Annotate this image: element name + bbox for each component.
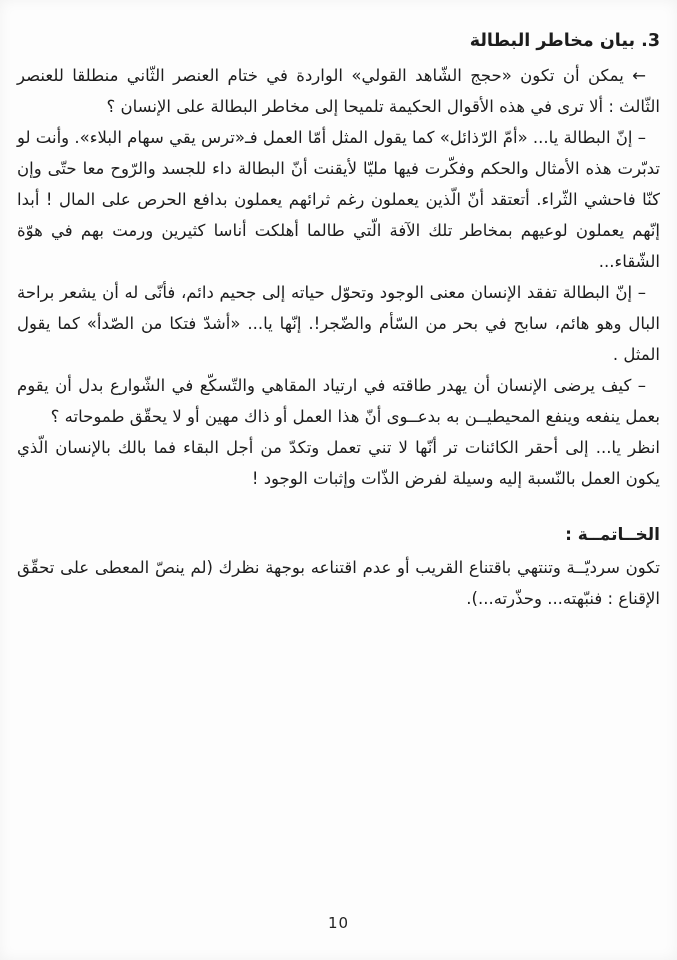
paragraph-wasting-energy: – كيف يرضى الإنسان أن يهدر طاقته في ارتياد المقاهي والتّسكّع في الشّوارع بدل أن يقوم بعمل ينفعه وينفع المحيطيــن به بدعــوى أنّ هذا العمل أو ذاك مهين أو لا يحقّق طموحاته ؟ — [17, 376, 660, 426]
conclusion-heading: الخــاتمــة : — [565, 525, 660, 545]
section-title: 3. بيان مخاطر البطالة — [469, 31, 660, 51]
paragraph-proverbs: – إنّ البطالة يا... «أمّ الرّذائل» كما يقول المثل أمّا العمل فـ«ترس يقي سهام البلاء». وأنت لو تدبّرت هذه الأمثال والحكم وفكّرت فيها مليّا لأيقنت أنّ البطالة داء للجسد والرّوح معا حتّى وإن كنّا فاحشي الثّراء. أتعتقد أنّ الّذين يعملون رغم ثرائهم يعملون بدافع الحرص على المال ! أبدا إنّهم يعملون لوعيهم بمخاطر تلك الآفة الّتي طالما أهلكت أناسا كثيرين ورمت بهم في هوّة الشّقاء... — [17, 128, 660, 271]
paragraph-intro: ← يمكن أن تكون «حجج الشّاهد القولي» الواردة في ختام العنصر الثّاني منطلقا للعنصر الثّالث : ألا ترى في هذه الأقوال الحكيمة تلميحا إلى مخاطر البطالة على الإنسان ؟ — [17, 66, 660, 116]
conclusion-paragraph: تكون سرديّــة وتنتهي باقتناع القريب أو عدم اقتناعه بوجهة نظرك (لم ينصّ المعطى على تحقّق الإقناع : فنبّهته... وحذّرته...). — [17, 558, 660, 608]
page-number: 10 — [327, 914, 350, 932]
paragraph-existence: – إنّ البطالة تفقد الإنسان معنى الوجود وتحوّل حياته إلى جحيم دائم، فأنّى له أن يشعر براحة البال وهو هائم، سابح في بحر من السّأم والضّجر!. إنّها يا... «أشدّ فتكا من الصّدأ» كما يقول المثل . — [17, 283, 660, 364]
paragraph-creatures: انظر يا... إلى أحقر الكائنات تر أنّها لا تني تعمل وتكدّ من أجل البقاء فما بالك بالإنسان الّذي يكون العمل بالنّسبة إليه وسيلة لفرض الذّات وإثبات الوجود ! — [17, 438, 660, 488]
